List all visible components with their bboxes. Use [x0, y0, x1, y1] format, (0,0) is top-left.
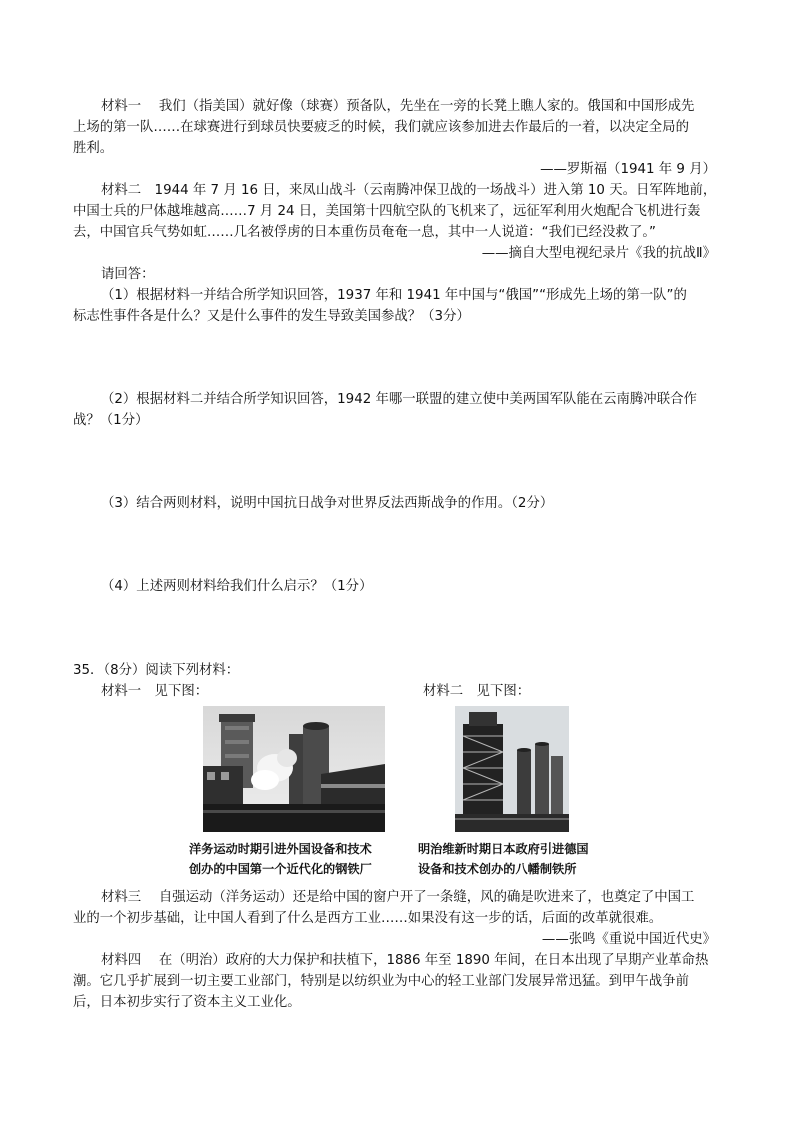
material4-line3: 后，日本初步实行了资本主义工业化。 [73, 995, 301, 1010]
material3-line2: 业的一个初步基础，让中国人看到了什么是西方工业……如果没有这一步的话，后面的改革就很难。 [73, 911, 663, 926]
caption1-line1: 洋务运动时期引进外国设备和技术 [189, 842, 372, 856]
yawata-steelworks-photo [455, 706, 569, 832]
question2-line1: （2）根据材料二并结合所学知识回答，1942 年哪一联盟的建立使中美两国军队能在云南腾冲联合作 [101, 392, 697, 407]
material1-image-label: 材料一 见下图： [101, 684, 209, 699]
material1-source: ——罗斯福（1941 年 9 月） [540, 162, 716, 177]
question3: （3）结合两则材料，说明中国抗日战争对世界反法西斯战争的作用。（2分） [101, 496, 554, 511]
question1-line1: （1）根据材料一并结合所学知识回答，1937 年和 1941 年中国与“俄国”“形成先上场的第一队”的 [101, 288, 687, 303]
material2-line1: 材料二 1944 年 7 月 16 日，来凤山战斗（云南腾冲保卫战的一场战斗）进入第 10 天。日军阵地前， [101, 183, 717, 198]
caption2-line2: 设备和技术创办的八幡制铁所 [418, 862, 577, 876]
material1-line3: 胜利。 [73, 141, 114, 156]
material1-line2: 上场的第一队……在球赛进行到球员快要疲乏的时候，我们就应该参加进去作最后的一着，以决定全局的 [73, 120, 689, 135]
hanyang-ironworks-photo [203, 706, 385, 832]
material2-line2: 中国士兵的尸体越堆越高……7 月 24 日，美国第十四航空队的飞机来了，远征军利用火炮配合飞机进行轰 [73, 204, 701, 219]
question35-header: 35．（8分）阅读下列材料： [73, 663, 240, 678]
caption1-line2: 创办的中国第一个近代化的钢铁厂 [189, 862, 372, 876]
question1-line2: 标志性事件各是什么？又是什么事件的发生导致美国参战？（3分） [73, 309, 470, 324]
material2-line3: 去，中国官兵气势如虹……几名被俘虏的日本重伤员奄奄一息，其中一人说道：“我们已经没救了。” [73, 225, 656, 240]
question2-line2: 战？（1分） [73, 413, 149, 428]
question4: （4）上述两则材料给我们什么启示？（1分） [101, 579, 373, 594]
material3-line1: 材料三 自强运动（洋务运动）还是给中国的窗户开了一条缝，风的确是吹进来了，也奠定了中国工 [101, 890, 695, 905]
material3-source: ——张鸣《重说中国近代史》 [541, 932, 716, 947]
ask-label: 请回答： [101, 267, 155, 282]
material2-image-label: 材料二 见下图： [423, 684, 531, 699]
material4-line1: 材料四 在（明治）政府的大力保护和扶植下，1886 年至 1890 年间，在日本出现了早期产业革命热 [101, 953, 709, 968]
material2-source: ——摘自大型电视纪录片《我的抗战Ⅱ》 [481, 246, 716, 261]
material4-line2: 潮。它几乎扩展到一切主要工业部门，特别是以纺织业为中心的轻工业部门发展异常迅猛。到甲午战争前 [73, 974, 689, 989]
material1-line1: 材料一 我们（指美国）就好像（球赛）预备队，先坐在一旁的长凳上瞧人家的。俄国和中国形成先 [101, 99, 695, 114]
caption2-line1: 明治维新时期日本政府引进德国 [418, 842, 589, 856]
